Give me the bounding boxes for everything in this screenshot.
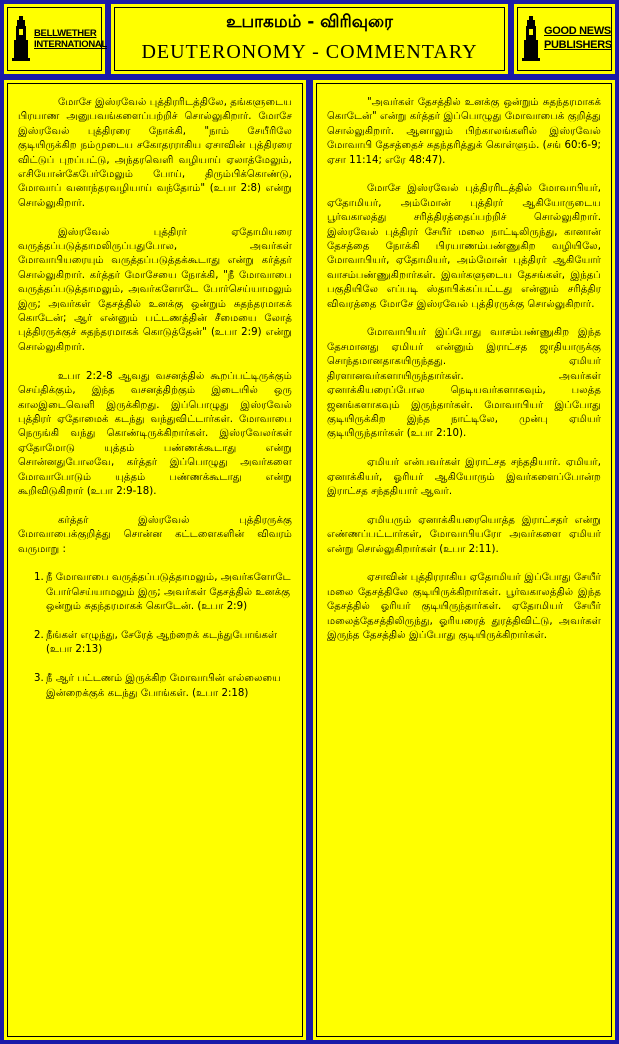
bell-tower-icon [10, 14, 34, 62]
page-header [111, 4, 508, 74]
paragraph: "அவர்கள் தேசத்தில் உனக்கு ஒன்றும் சுதந்தரமாகக் கொடேன்" என்று கர்த்தர் இப்பொழுது மோவாபைக் குறித்து சொல்லுகிறார். ஆனாலும் பிற்காலங்களில் இஸ்ரவேல் மோவாபி தேசத்தைச் சுதந்தரித்துக் கொள்ளும். (சங் 60:6-9; ஏசா 11:14; எரே 48:47). [327, 97, 601, 166]
list-number: 1. [34, 572, 44, 584]
paragraph: ஏமியர் என்பவர்கள் இராட்சத சந்ததியார். ஏமியர், ஏனாக்கியர், ஓரியர் ஆகியோரும் இவர்களைப்போன்ற இராட்சத சந்ததியார் ஆவர். [327, 457, 601, 497]
paragraph: கர்த்தர் இஸ்ரவேல் புத்திரருக்கு மோவாபைக்குறித்து சொன்ன கட்டளைகளின் விவரம் வருமாறு : [18, 514, 292, 555]
logo-line-1: BELLWETHER [34, 28, 97, 39]
paragraph: இஸ்ரவேல் புத்திரர் ஏதோமியரை வருத்தப்படுத்தாமலிருப்பதுபோல, அவர்கள் மோவாபியரையும் வருத்தப்படுத்தக்கூடாது என்று கர்த்தர் சொல்லுகிறார். கர்த்தர் மோசேயை நோக்கி, "நீ மோவாபை வருத்தப்படுத்தாமலும், அவர்களோடே போர்செய்யாமலும் இரு; அவர்கள் தேசத்தில் உனக்கு ஒன்றும் சுதந்தரமாகக் கொடேன்; ஆர் என்னும் பட்டணத்தின் சீமையை லோத் புத்திரருக்குச் சுதந்தரமாகக் கொடுத்தேன்" (உபா 2:9) என்று சொல்லுகிறார். [18, 226, 292, 353]
logo-line-1: GOOD NEWS [544, 25, 611, 37]
good-news-logo [514, 4, 615, 74]
title-english: DEUTERONOMY - COMMENTARY [141, 41, 478, 63]
list-number: 3. [34, 673, 44, 685]
logo-line-2: PUBLISHERS [544, 39, 612, 51]
paragraph: மோசே இஸ்ரவேல் புத்திரரிடத்திலே, தங்களுடைய பிரயாண அனுபவங்களைப்பற்றிச் சொல்லுகிறார். மோசே இஸ்ரவேல் புத்திரரை நோக்கி, "நாம் சேயீரிலே குடியிருக்கிற நம்முடைய சகோதரராகிய ஏசாவின் புத்திரரை விட்டுப் புறப்பட்டு, அந்தரவெளி வழியாய் ஏலாத்மேலும், எசியோன்கேபேர்மேலும் போய், திரும்பிக்கொண்டு, மோவாப் வனாந்தரவழியாய் வந்தோம்" (உபா 2:8) என்று சொல்லுகிறார். [18, 97, 292, 209]
paragraph: ஏமியரும் ஏனாக்கியரையொத்த இராட்சதர் என்று எண்ணப்பட்டார்கள், மோவாபியரோ அவர்களை ஏமியர் என்று சொல்லுகிறார்கள் (உபா 2:11). [327, 514, 601, 555]
paragraph: ஏசாவின் புத்திரராகிய ஏதோமியர் இப்போது சேயீர் மலை தேசத்திலே குடியிருக்கிறார்கள். பூர்வகாலத்தில் இந்த தேசத்தில் ஓரியர் குடியிருந்தார்கள். ஏதோமியர் சேயீர் மலைத்தேசத்திலிருந்து, ஓரியரைத் துரத்திவிட்டு, அவர்கள் இருந்த தேசத்தில் இப்போது குடியிருக்கிறார்கள். [327, 572, 601, 641]
logo-line-2: INTERNATIONAL [34, 39, 107, 50]
bell-tower-icon [520, 14, 544, 62]
right-column [313, 80, 615, 1040]
list-text: நீ ஆர் பட்டணம் இருக்கிற மோவாபின் எல்லையை இன்றைக்குக் கடந்து போங்கள். (உபா 2:18) [46, 673, 281, 699]
list-item [18, 672, 292, 701]
commandment-list [18, 571, 292, 701]
list-item [18, 629, 292, 658]
title-tamil: உபாகமம் - விரிவுரை [226, 12, 393, 32]
list-text: நீங்கள் எழுந்து, சேரேத் ஆற்றைக் கடந்துபோங்கள் (உபா 2:13) [46, 629, 278, 656]
left-column [4, 80, 306, 1040]
list-text: நீ மோவாபை வருத்தப்படுத்தாமலும், அவர்களோடே போர்செய்யாமலும் இரு; அவர்கள் தேசத்தில் உனக்கு ஒன்றும் சுதந்தரமாகக் கொடேன். (உபா 2:9) [46, 572, 291, 613]
paragraph: மோசே இஸ்ரவேல் புத்திரரிடத்தில் மோவாபியர், ஏதோமியர், அம்மோன் புத்திரர் ஆகியோருடைய பூர்வகாலத்து சரித்திரத்தைப்பற்றிச் சொல்லுகிறார். இஸ்ரவேல் புத்திரர் சேயீர் மலை நாட்டிலிருந்து, கானான் தேசத்தை நோக்கி பிரயாணம்பண்ணுகிற வழியிலே, மோவாபியர், ஏதோமியர், அம்மோன் புத்திரர் ஆகியோர் வாசம்பண்ணுகிறார்கள். இவர்களுடைய தேசங்கள், இந்தப் பகுதியிலே எப்படி ஸ்தாபிக்கப்பட்டது என்னும் சரித்திர விவரத்தை மோசே இஸ்ரவேல் புத்திரருக்கு சொல்லுகிறார். [327, 183, 601, 310]
paragraph: மோவாபியர் இப்போது வாசம்பண்ணுகிற இந்த தேசமானது ஏமியர் என்னும் இராட்சத ஜாதியாருக்கு சொந்தமானதாகயிருந்தது. ஏமியர் திரளானவர்களாயிருந்தார்கள். அவர்கள் ஏனாக்கியரைப்போல நெடியவர்களாகவும், பலத்த ஜனங்களாகவும் இருந்தார்கள். மோவாபியர் இப்போது குடியிருக்கிற இந்த நாட்டிலே, முன்பு ஏமியர் குடியிருந்தார்கள் (உபா 2:10). [327, 327, 601, 440]
list-item [18, 571, 292, 614]
list-number: 2. [34, 629, 44, 641]
bellwether-logo [4, 4, 105, 74]
paragraph: உபா 2:2-8 ஆவது வசனத்தில் கூறப்பட்டிருக்கும் செய்திக்கும், இந்த வசனத்திற்கும் இடையில் ஒரு காலஇடைவெளி இருக்கிறது. இப்பொழுது இஸ்ரவேல் புத்திரர் ஏதோமைக் கடந்து வந்துவிட்டார்கள். மோவாபை நெருங்கி வந்து கொண்டிருக்கிறார்கள். இஸ்ரவேலர்கள் ஏதோமோடு யுத்தம் பண்ணக்கூடாது என்று சொன்னதுபோலவே, கர்த்தர் இப்பொழுது அவர்களை மோவாபோடும் யுத்தம் பண்ணக்கூடாது என்று கூறிவிடுகிறார் (உபா 2:9-18). [18, 370, 292, 497]
